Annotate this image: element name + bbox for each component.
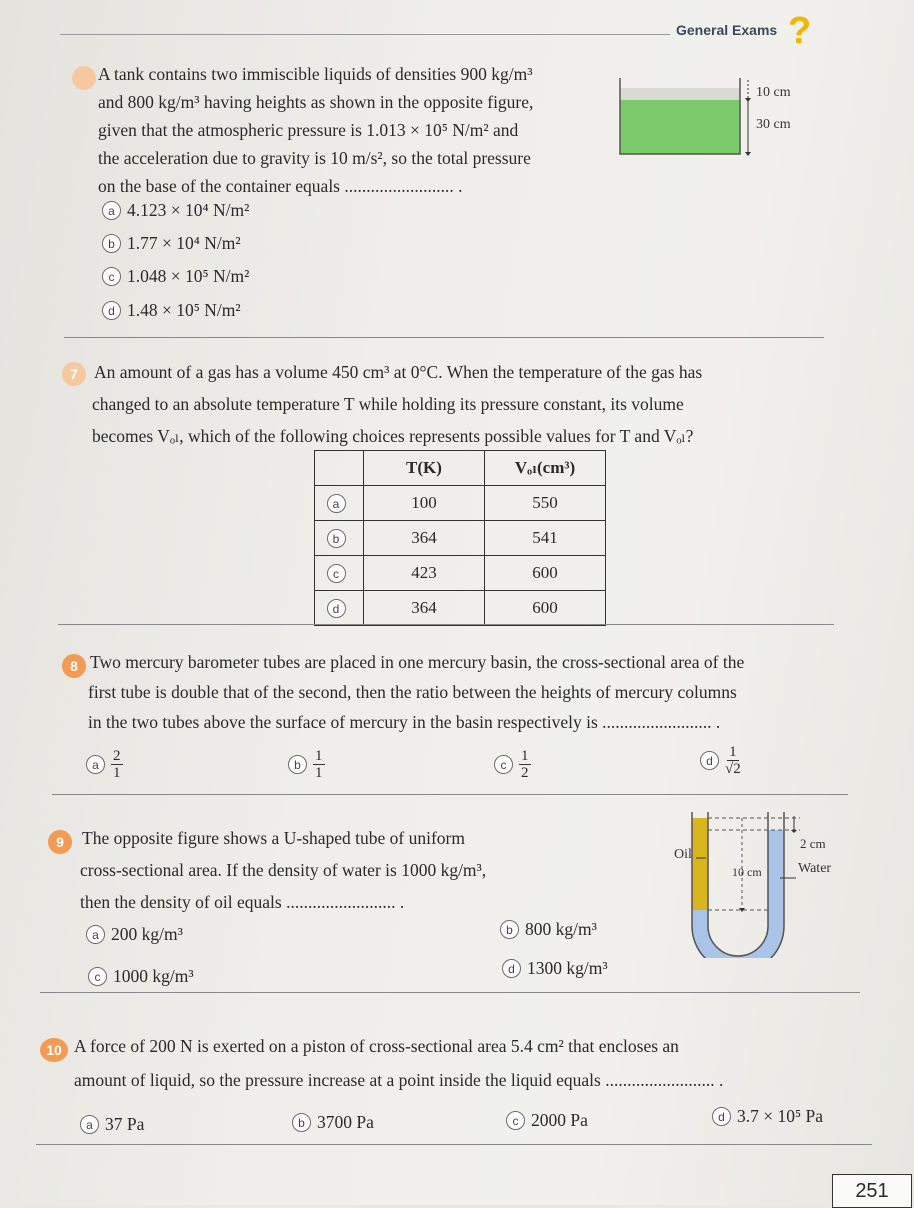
q8-line-2: first tube is double that of the second, then the ratio between the heights of mercury columns	[88, 682, 737, 702]
q7-line-1: An amount of a gas has a volume 450 cm³ at 0°C. When the temperature of the gas has	[94, 362, 703, 382]
u-tube-oil	[692, 818, 708, 910]
label-water: Water	[798, 861, 832, 876]
header-title: General Exams	[676, 22, 778, 38]
q9-line-3: then the density of oil equals ......................... .	[80, 892, 405, 912]
question-9-badge: 9	[48, 830, 72, 854]
question-mark-icon: ?	[788, 10, 812, 52]
tank-lower-liquid	[620, 100, 740, 154]
q6-option-d[interactable]: d 1.48 × 10⁵ N/m²	[102, 300, 241, 321]
divider	[52, 794, 848, 795]
q10-option-c[interactable]: c 2000 Pa	[506, 1110, 588, 1131]
q8-line-3: in the two tubes above the surface of mercury in the basin respectively is ......................... .	[88, 712, 721, 732]
q8-line-1: Two mercury barometer tubes are placed in one mercury basin, the cross-sectional area of the	[90, 652, 745, 672]
q8-option-c[interactable]: c $\frac{1}{2}$	[494, 748, 531, 781]
q7-table	[314, 450, 606, 626]
q6-line-4: the acceleration due to gravity is 10 m/s², so the total pressure	[98, 148, 531, 168]
label-2cm: 2 cm	[800, 836, 826, 851]
q6-line-3: given that the atmospheric pressure is 1.013 × 10⁵ N/m² and	[98, 120, 519, 140]
question-6-badge	[72, 66, 96, 95]
q9-line-2: cross-sectional area. If the density of water is 1000 kg/m³,	[80, 860, 487, 880]
q6-option-b[interactable]: b 1.77 × 10⁴ N/m²	[102, 233, 241, 254]
page-number: 251	[832, 1174, 912, 1208]
q9-option-b[interactable]: b 800 kg/m³	[500, 919, 597, 940]
divider	[64, 337, 824, 338]
table-row[interactable]: c 423 600	[315, 556, 606, 591]
q6-line-1: A tank contains two immiscible liquids of densities 900 kg/m³	[98, 64, 533, 84]
table-row[interactable]: d 364 600	[315, 591, 606, 626]
q8-option-d[interactable]: d $\frac{1}{√2}$	[700, 744, 741, 777]
q8-option-b[interactable]: b $\frac{1}{1}$	[288, 748, 325, 781]
tank-upper-liquid	[620, 88, 740, 100]
divider	[36, 1144, 872, 1145]
q6-option-a[interactable]: a 4.123 × 10⁴ N/m²	[102, 200, 249, 221]
q10-line-1: A force of 200 N is exerted on a piston of cross-sectional area 5.4 cm² that encloses an	[74, 1036, 679, 1056]
q6-line-5: on the base of the container equals ......................... .	[98, 176, 463, 196]
header-rule	[60, 34, 670, 35]
q7-line-2: changed to an absolute temperature T while holding its pressure constant, its volume	[92, 394, 684, 414]
q9-option-c[interactable]: c 1000 kg/m³	[88, 966, 194, 987]
q9-option-d[interactable]: d 1300 kg/m³	[502, 958, 608, 979]
label-oil: Oil	[674, 847, 692, 862]
q10-line-2: amount of liquid, so the pressure increase at a point inside the liquid equals ......................... .	[74, 1070, 724, 1090]
q10-option-b[interactable]: b 3700 Pa	[292, 1112, 374, 1133]
q6-option-c[interactable]: c 1.048 × 10⁵ N/m²	[102, 266, 249, 287]
label-30cm: 30 cm	[756, 117, 791, 132]
table-row[interactable]: a 100 550	[315, 486, 606, 521]
question-10-badge: 10	[40, 1038, 68, 1062]
divider	[40, 992, 860, 993]
q9-option-a[interactable]: a 200 kg/m³	[86, 924, 183, 945]
q6-tank-figure	[612, 76, 812, 158]
q10-option-d[interactable]: d 3.7 × 10⁵ Pa	[712, 1106, 823, 1127]
q9-u-tube-figure	[670, 808, 850, 958]
label-10cm: 10 cm	[756, 85, 791, 100]
q7-line-3: becomes Vₒₗ, which of the following choices represents possible values for T and Vₒₗ?	[92, 426, 694, 446]
table-header-row: T(K) Vₒₗ(cm³)	[315, 451, 606, 486]
question-8-badge: 8	[62, 654, 86, 678]
q8-option-a[interactable]: a $\frac{2}{1}$	[86, 748, 123, 781]
divider	[58, 624, 834, 625]
q10-option-a[interactable]: a 37 Pa	[80, 1114, 144, 1135]
label-10cm: 10 cm	[732, 865, 762, 879]
q6-line-2: and 800 kg/m³ having heights as shown in the opposite figure,	[98, 92, 534, 112]
q9-line-1: The opposite figure shows a U-shaped tube of uniform	[82, 828, 465, 848]
question-7-badge: 7	[62, 362, 86, 386]
table-row[interactable]: b 364 541	[315, 521, 606, 556]
